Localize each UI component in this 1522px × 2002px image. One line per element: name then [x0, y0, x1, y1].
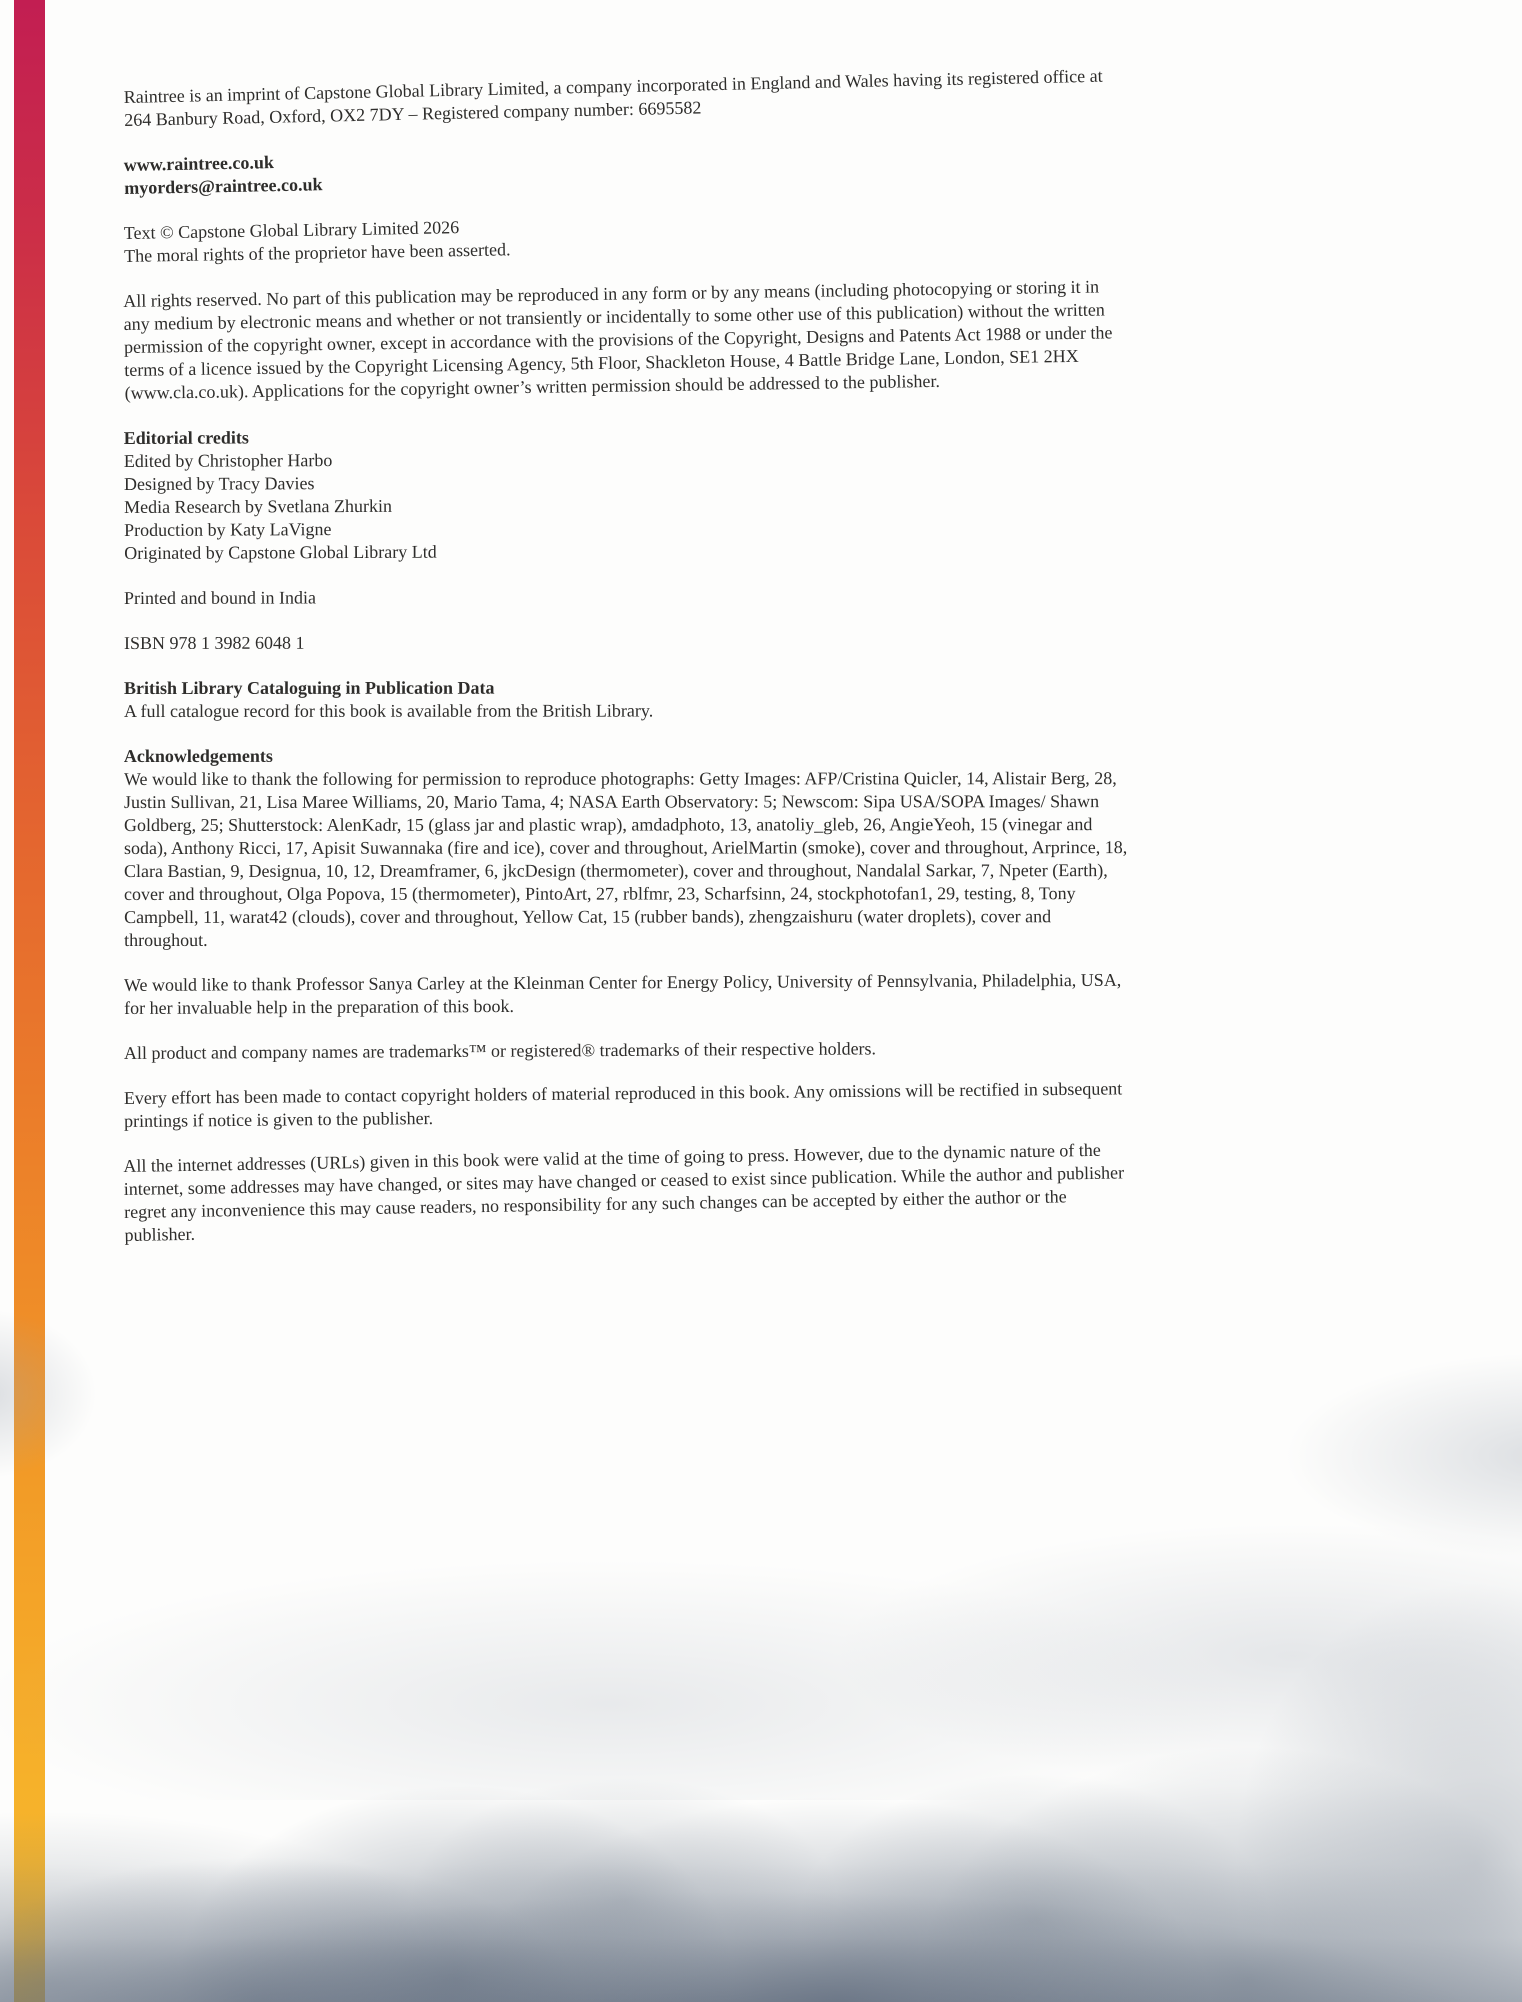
editorial-credits-block	[124, 423, 1129, 565]
imprint-paragraph: Raintree is an imprint of Capstone Global Library Limited, a company incorporated in England and Wales having its registered office at 264 Banbury Road, Oxford, OX2 7DY – Registered company number: 6695582	[123, 65, 1103, 130]
copyright-block	[124, 204, 1129, 268]
trademark-note-paragraph: All product and company names are trademarks™ or registered® trademarks of their respective holders.	[123, 1038, 877, 1063]
imprint-page-content	[123, 65, 1128, 1269]
moral-rights-line: The moral rights of the proprietor have been asserted.	[124, 239, 511, 266]
urls-note-paragraph: All the internet addresses (URLs) given in this book were valid at the time of going to press. However, due to the dynamic nature of the internet, some addresses may have changed, or sites may have changed or ceased to exist since publication. While the author and publisher regret any inconvenience this may cause readers, no responsibility for any such changes can be accepted by either the author or the publisher.	[123, 1139, 1125, 1245]
publisher-website: www.raintree.co.uk	[123, 152, 275, 176]
credit-line: Designed by Tracy Davies	[123, 473, 315, 495]
smoke-clouds-illustration	[0, 1542, 1522, 2002]
british-library-heading: British Library Cataloguing in Publication Data	[123, 677, 495, 698]
credit-line: Media Research by Svetlana Zhurkin	[124, 495, 393, 517]
printed-line: Printed and bound in India	[123, 587, 317, 608]
omissions-note-paragraph: Every effort has been made to contact copyright holders of material reproduced in this book. Any omissions will be rectified in subsequent printings if notice is given to the publisher.	[123, 1078, 1123, 1131]
credit-line: Production by Katy LaVigne	[124, 519, 332, 540]
editorial-credits-heading: Editorial credits	[123, 427, 249, 449]
british-library-text: A full catalogue record for this book is available from the British Library.	[124, 700, 654, 721]
acknowledgements-heading: Acknowledgements	[123, 745, 273, 767]
thanks-note-paragraph: We would like to thank Professor Sanya Carley at the Kleinman Center for Energy Policy, University of Pennsylvania, Philadelphia, USA, for her invaluable help in the preparation of this book.	[123, 969, 1122, 1018]
isbn-line: ISBN 978 1 3982 6048 1	[123, 632, 305, 653]
copyright-line: Text © Capstone Global Library Limited 2026	[123, 217, 460, 244]
acknowledgements-block	[124, 744, 1128, 952]
contact-block	[124, 135, 1129, 200]
right-smoke-wisp	[1002, 1300, 1522, 1560]
rights-notice-paragraph: All rights reserved. No part of this publication may be reproduced in any form or by any means (including photocopying or storing it in any medium by electronic means and whether or not transiently or incidentally to some other use of this publication) without the written permission of the copyright owner, except in accordance with the provisions of the Copyright, Designs and Patents Act 1988 or under the terms of a licence issued by the Copyright Licensing Agency, 5th Floor, Shackleton House, 4 Battle Bridge Lane, London, SE1 2HX (www.cla.co.uk). Applications for the copyright owner’s written permission should be addressed to the publisher.	[123, 276, 1113, 403]
credit-line: Edited by Christopher Harbo	[123, 450, 333, 472]
left-smoke-wisp	[0, 1262, 260, 1502]
publisher-email: myorders@raintree.co.uk	[124, 174, 323, 198]
british-library-block	[124, 676, 1128, 723]
acknowledgements-text: We would like to thank the following for permission to reproduce photographs: Getty Images: AFP/Cristina Quicler, 14, Alistair Berg, 28, Justin Sullivan, 21, Lisa Maree Williams, 20, Mario Tama, 4; NASA Earth Observatory: 5; Newscom: Sipa USA/SOPA Images/ Shawn Goldberg, 25; Shutterstock: AlenKadr, 15 (glass jar and plastic wrap), amdadphoto, 13, anatoliy_gleb, 26, AngieYeoh, 15 (vinegar and soda), Anthony Ricci, 17, Apisit Suwannaka (fire and ice), cover and throughout, ArielMartin (smoke), cover and throughout, Arprince, 18, Clara Bastian, 9, Designua, 10, 12, Dreamframer, 6, jkcDesign (thermometer), cover and throughout, Nandalal Sarkar, 7, Npeter (Earth), cover and throughout, Olga Popova, 15 (thermometer), PintoArt, 27, rblfmr, 23, Scharfsinn, 24, stockphotofan1, 29, testing, 8, Tony Campbell, 11, warat42 (clouds), cover and throughout, Yellow Cat, 15 (rubber bands), zhengzaishuru (water droplets), cover and throughout.	[123, 768, 1128, 950]
credit-line: Originated by Capstone Global Library Ltd	[124, 541, 437, 563]
